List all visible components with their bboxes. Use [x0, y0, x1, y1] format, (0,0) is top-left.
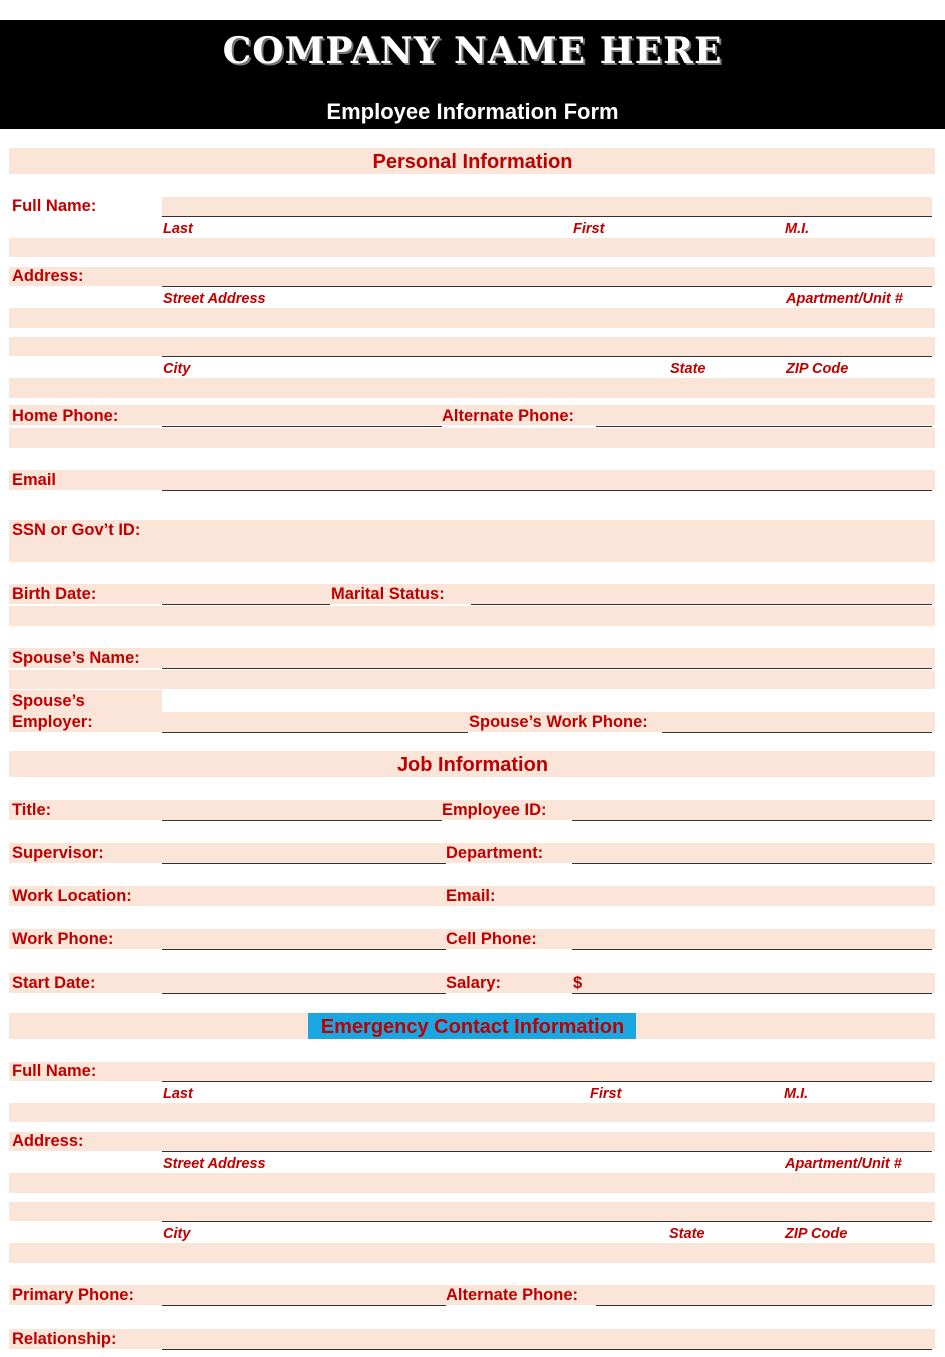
salary-label: Salary: — [446, 974, 502, 992]
field-underline — [162, 490, 932, 491]
field-band — [9, 238, 935, 257]
field-band — [9, 308, 935, 328]
employee-id-label: Employee ID: — [442, 801, 547, 819]
field-underline — [162, 286, 932, 287]
addr-sub-state: State — [670, 361, 706, 377]
spouse-work-phone-label: Spouse’s Work Phone: — [469, 713, 648, 731]
field-underline — [162, 1081, 932, 1082]
start-date-label: Start Date: — [12, 974, 96, 992]
field-underline — [162, 216, 932, 217]
employee-id-input[interactable] — [574, 801, 930, 819]
field-underline — [162, 356, 932, 357]
full-name-label: Full Name: — [12, 197, 97, 215]
spouse-name-input[interactable] — [164, 649, 930, 667]
alternate-phone-label: Alternate Phone: — [442, 407, 575, 425]
title-input[interactable] — [164, 801, 438, 819]
field-underline — [596, 1305, 932, 1306]
spouse-work-phone-input[interactable] — [664, 713, 930, 731]
emergency-name-sub-last: Last — [163, 1086, 193, 1102]
address-label: Address: — [12, 267, 84, 285]
department-input[interactable] — [574, 844, 930, 862]
relationship-label: Relationship: — [12, 1330, 117, 1348]
field-underline — [162, 426, 442, 427]
field-underline — [162, 1349, 932, 1350]
department-label: Department: — [446, 844, 544, 862]
home-phone-label: Home Phone: — [12, 407, 119, 425]
email-input[interactable] — [164, 471, 930, 489]
field-band — [9, 670, 935, 689]
field-band — [9, 1103, 935, 1122]
field-band — [9, 1173, 935, 1193]
job-email-label: Email: — [446, 887, 496, 905]
field-underline — [162, 1221, 932, 1222]
city-state-zip-input[interactable] — [164, 337, 930, 355]
addr-sub-apt: Apartment/Unit # — [786, 291, 903, 307]
job-section-title: Job Information — [396, 754, 549, 776]
email-label: Email — [12, 471, 57, 489]
emergency-address-label: Address: — [12, 1132, 84, 1150]
name-sub-last: Last — [163, 221, 193, 237]
name-sub-first: First — [573, 221, 605, 237]
field-band — [9, 378, 935, 398]
cell-phone-input[interactable] — [574, 930, 930, 948]
name-sub-mi: M.I. — [785, 221, 810, 237]
spouse-name-label: Spouse’s Name: — [12, 649, 140, 667]
emergency-full-name-label: Full Name: — [12, 1062, 97, 1080]
field-band — [9, 428, 935, 448]
field-underline — [162, 863, 446, 864]
addr-sub-zip: ZIP Code — [786, 361, 849, 377]
home-phone-input[interactable] — [164, 407, 438, 425]
job-email-input[interactable] — [574, 887, 930, 905]
field-underline — [162, 949, 446, 950]
field-underline — [572, 949, 932, 950]
emergency-alternate-phone-label: Alternate Phone: — [446, 1286, 579, 1304]
field-underline — [162, 993, 446, 994]
field-underline — [572, 993, 932, 994]
start-date-input[interactable] — [164, 974, 442, 992]
field-underline — [162, 820, 442, 821]
cell-phone-label: Cell Phone: — [446, 930, 537, 948]
field-underline — [596, 426, 932, 427]
field-underline — [162, 604, 330, 605]
ssn-label: SSN or Gov’t ID: — [12, 521, 141, 539]
field-underline — [162, 732, 468, 733]
addr-sub-city: City — [163, 361, 191, 377]
title-label: Title: — [12, 801, 52, 819]
field-underline — [572, 863, 932, 864]
marital-status-label: Marital Status: — [331, 585, 445, 603]
emergency-addr-sub-city: City — [163, 1226, 191, 1242]
emergency-addr-sub-zip: ZIP Code — [785, 1226, 848, 1242]
emergency-name-sub-mi: M.I. — [784, 1086, 809, 1102]
emergency-name-sub-first: First — [590, 1086, 622, 1102]
alternate-phone-input[interactable] — [598, 407, 930, 425]
primary-phone-input[interactable] — [164, 1286, 442, 1304]
form-title: Employee Information Form — [326, 99, 619, 124]
street-address-input[interactable] — [164, 267, 930, 285]
emergency-street-address-input[interactable] — [164, 1132, 930, 1150]
emergency-addr-sub-state: State — [669, 1226, 705, 1242]
field-underline — [162, 1305, 446, 1306]
field-band — [9, 1243, 935, 1263]
work-location-input[interactable] — [164, 887, 442, 905]
addr-sub-street: Street Address — [163, 291, 266, 307]
currency-symbol: $ — [573, 974, 583, 992]
emergency-alternate-phone-input[interactable] — [598, 1286, 930, 1304]
birth-date-label: Birth Date: — [12, 585, 97, 603]
salary-input[interactable] — [590, 974, 930, 992]
work-phone-input[interactable] — [164, 930, 442, 948]
emergency-addr-sub-street: Street Address — [163, 1156, 266, 1172]
marital-status-input[interactable] — [473, 585, 930, 603]
spouse-employer-label-1: Spouse’s — [12, 692, 85, 710]
field-underline — [162, 668, 932, 669]
work-location-label: Work Location: — [12, 887, 132, 905]
supervisor-label: Supervisor: — [12, 844, 104, 862]
supervisor-input[interactable] — [164, 844, 442, 862]
field-underline — [471, 604, 932, 605]
company-name: COMPANY NAME HERE — [222, 30, 723, 72]
emergency-full-name-input[interactable] — [164, 1062, 930, 1080]
field-underline — [162, 1151, 932, 1152]
relationship-input[interactable] — [164, 1330, 930, 1348]
primary-phone-label: Primary Phone: — [12, 1286, 134, 1304]
field-band — [9, 606, 935, 626]
field-underline — [572, 820, 932, 821]
work-phone-label: Work Phone: — [12, 930, 114, 948]
spouse-employer-input[interactable] — [164, 713, 464, 731]
birth-date-input[interactable] — [164, 585, 328, 603]
emergency-city-state-zip-input[interactable] — [164, 1202, 930, 1220]
field-underline — [662, 732, 932, 733]
emergency-addr-sub-apt: Apartment/Unit # — [785, 1156, 902, 1172]
emergency-section-title: Emergency Contact Information — [320, 1016, 625, 1038]
spouse-employer-label-2: Employer: — [12, 713, 93, 731]
full-name-input[interactable] — [164, 197, 930, 215]
ssn-input[interactable] — [164, 521, 930, 539]
personal-section-title: Personal Information — [372, 151, 573, 173]
